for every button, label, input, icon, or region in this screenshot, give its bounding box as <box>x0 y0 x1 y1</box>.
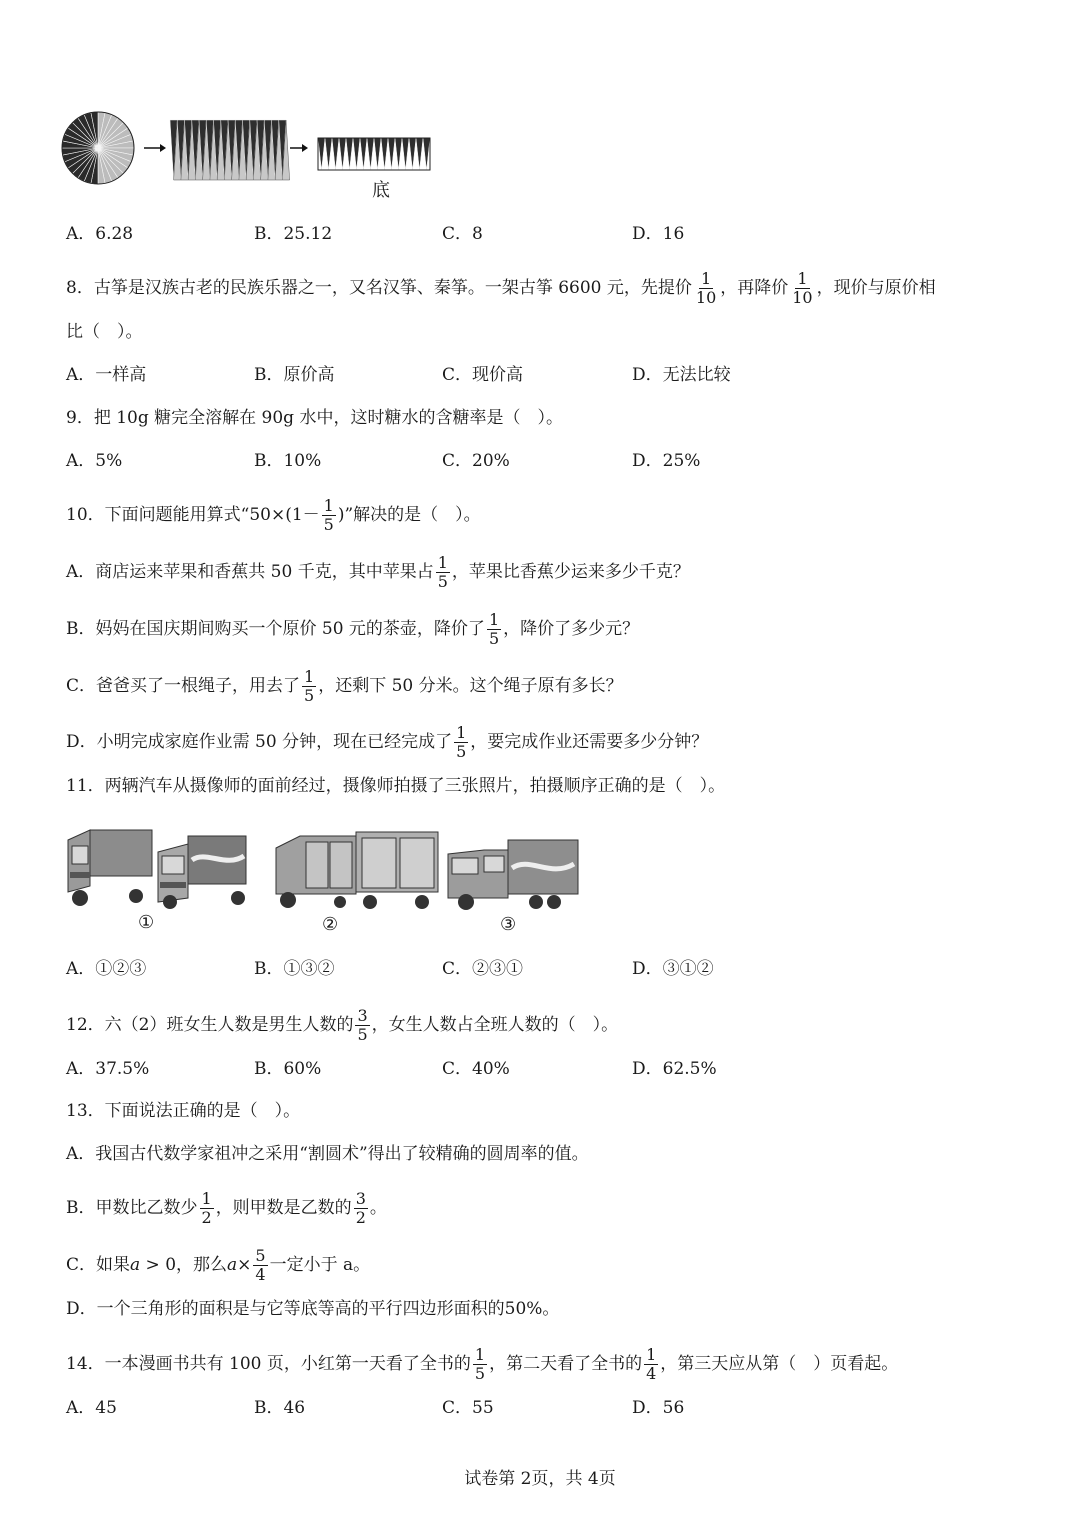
q10-option-c[interactable]: C．爸爸买了一根绳子，用去了 $\frac{1}{5}$ ，还剩下 50 分米。这个绳子原有多长？ <box>66 667 623 705</box>
q13-option-d[interactable]: D．一个三角形的面积是与它等底等高的平行四边形面积的50%。 <box>66 1299 560 1319</box>
q9-option-b[interactable]: B．10% <box>254 451 322 471</box>
q8-option-c[interactable]: C．现价高 <box>442 365 524 385</box>
truck-right-rear <box>356 832 438 909</box>
q9-option-d[interactable]: D．25% <box>632 451 701 471</box>
q8-option-d[interactable]: D．无法比较 <box>632 365 731 385</box>
q11-option-a[interactable]: A．①②③ <box>66 959 147 979</box>
q11-option-b[interactable]: B．①③② <box>254 959 335 979</box>
q14-fraction-1: $\frac{1}{5}$ <box>474 1345 486 1383</box>
photo-label-3: ③ <box>500 914 517 935</box>
q13-option-a[interactable]: A．我国古代数学家祖冲之采用“割圆术”得出了较精确的圆周率的值。 <box>66 1144 589 1164</box>
q9-question: 9．把 10g 糖完全溶解在 90g 水中，这时糖水的含糖率是（ ）。 <box>66 408 563 428</box>
q8-text-3: ，现价与原价相 <box>816 278 936 298</box>
q8-text-1: 8．古筝是汉族古老的民族乐器之一，又名汉筝、秦筝。一架古筝 6600 元，先提价 <box>66 278 692 298</box>
q12-fraction: $\frac{3}{5}$ <box>357 1006 368 1044</box>
q7-option-d[interactable]: D．16 <box>632 224 685 244</box>
q8-option-b[interactable]: B．原价高 <box>254 365 335 385</box>
q9-option-a[interactable]: A．5% <box>66 451 123 471</box>
photo-label-2: ② <box>322 914 339 935</box>
q8-question <box>66 270 936 307</box>
q12-option-b[interactable]: B．60% <box>254 1059 322 1079</box>
q9-option-c[interactable]: C．20% <box>442 451 510 471</box>
q14-option-b[interactable]: B．46 <box>254 1398 306 1418</box>
q12-option-d[interactable]: D．62.5% <box>632 1059 717 1079</box>
page-footer: 试卷第 2页，共 4页 <box>464 1469 616 1489</box>
base-caption: 底 <box>372 180 390 201</box>
arrow-2 <box>290 144 308 152</box>
q10-text-2: )”解决的是（ ）。 <box>337 505 481 525</box>
q13-option-b[interactable]: B．甲数比乙数少 $\frac{1}{2}$ ，则甲数是乙数的 $\frac{3}{2}$ 。 <box>66 1189 387 1227</box>
truck-left-rear <box>276 836 356 908</box>
q11-question: 11．两辆汽车从摄像师的面前经过，摄像师拍摄了三张照片，拍摄顺序正确的是（ ）。 <box>66 776 726 796</box>
q10-fraction: $\frac{1}{5}$ <box>323 496 334 534</box>
q8-question-line-2: 比（ ）。 <box>66 322 143 342</box>
truck-single <box>448 840 578 910</box>
q14-option-d[interactable]: D．56 <box>632 1398 685 1418</box>
truck-photo-2 <box>266 830 442 912</box>
q13-option-c[interactable]: C．如果a > 0，那么a× $\frac{5}{4}$ 一定小于 a。 <box>66 1246 371 1284</box>
truck-back <box>68 830 152 906</box>
rearranged-strip-1 <box>170 120 290 180</box>
q7-option-c[interactable]: C．8 <box>442 224 483 244</box>
truck-photo-1 <box>66 826 250 910</box>
q14-option-c[interactable]: C．55 <box>442 1398 494 1418</box>
q8-text-2: ，再降价 <box>720 278 789 298</box>
q10-option-d[interactable]: D．小明完成家庭作业需 50 分钟，现在已经完成了 $\frac{1}{5}$ ，要完成作业还需要多少分钟？ <box>66 723 709 761</box>
q7-option-a[interactable]: A．6.28 <box>66 224 134 244</box>
rearranged-strip-2 <box>318 138 430 170</box>
q10-option-a[interactable]: A．商店运来苹果和香蕉共 50 千克，其中苹果占 $\frac{1}{5}$ ，苹果比香蕉少运来多少千克？ <box>66 553 690 591</box>
q12-option-c[interactable]: C．40% <box>442 1059 510 1079</box>
arrow-1 <box>144 144 166 152</box>
q14-fraction-2: $\frac{1}{4}$ <box>646 1345 657 1383</box>
q8-fraction-1: $\frac{1}{10}$ <box>695 269 717 307</box>
sectored-circle <box>62 112 134 184</box>
q14-question: 14．一本漫画书共有 100 页，小红第一天看了全书的 $\frac{1}{5}$ ，第二天看了全书的 $\frac{1}{4}$ ，第三天应从第（ ）页看起。 <box>66 1345 899 1383</box>
q12-option-a[interactable]: A．37.5% <box>66 1059 150 1079</box>
q8-option-a[interactable]: A．一样高 <box>66 365 147 385</box>
q12-question: 12．六（2）班女生人数是男生人数的 $\frac{3}{5}$ ，女生人数占全班人数的（ ）。 <box>66 1006 619 1044</box>
q11-option-d[interactable]: D．③①② <box>632 959 714 979</box>
photo-label-1: ① <box>138 912 155 933</box>
q14-option-a[interactable]: A．45 <box>66 1398 117 1418</box>
q7-option-b[interactable]: B．25.12 <box>254 224 333 244</box>
q11-option-c[interactable]: C．②③① <box>442 959 524 979</box>
q13-question: 13．下面说法正确的是（ ）。 <box>66 1101 301 1121</box>
q10-text-1: 10．下面问题能用算式“50×(1－ <box>66 505 320 525</box>
truck-photo-3 <box>444 838 580 912</box>
q10-option-b[interactable]: B．妈妈在国庆期间购买一个原价 50 元的茶壶，降价了 $\frac{1}{5}$ ，降价了多少元？ <box>66 610 640 648</box>
q8-fraction-2: $\frac{1}{10}$ <box>792 269 813 307</box>
truck-front <box>158 836 246 909</box>
q10-question <box>66 497 481 534</box>
